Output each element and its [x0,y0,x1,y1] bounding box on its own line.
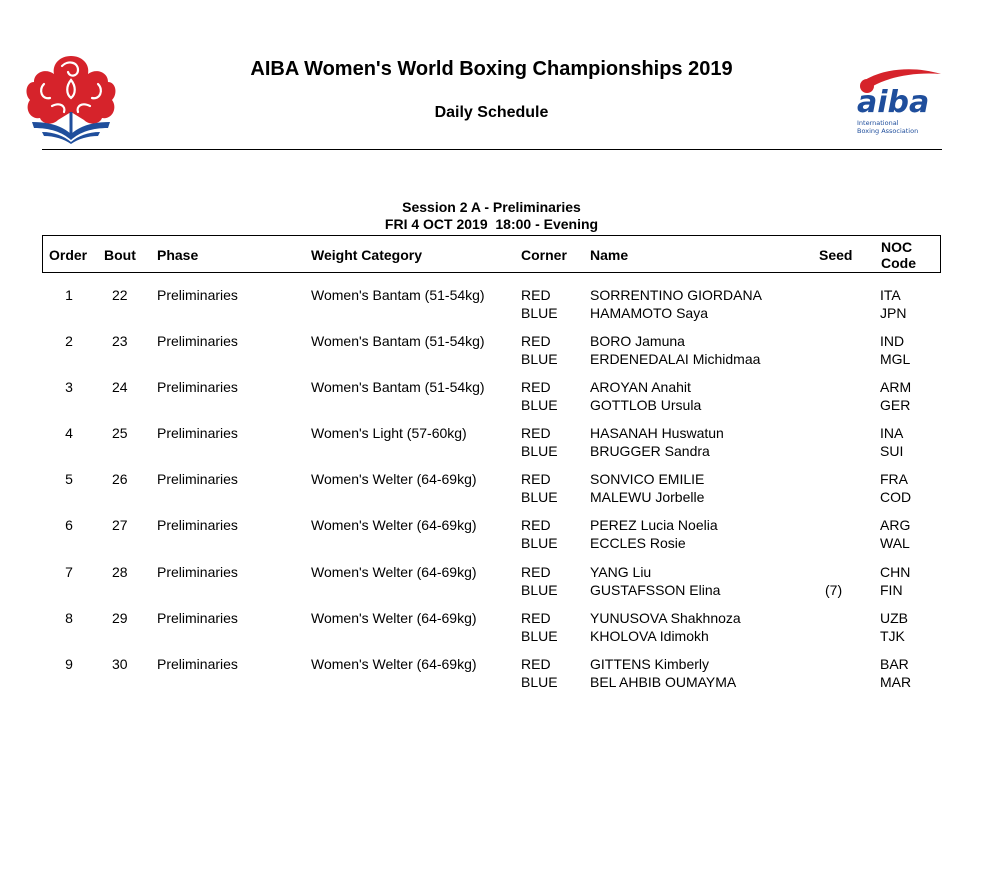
bout-order: 3 [65,379,73,395]
table-row [0,471,983,511]
table-row [0,287,983,327]
blue-noc-code: GER [880,397,911,413]
blue-corner: BLUE [521,674,558,690]
red-boxer-name: YUNUSOVA Shakhnoza [590,610,741,626]
red-boxer-name: SONVICO EMILIE [590,471,705,487]
blue-corner: BLUE [521,489,558,505]
table-header [42,235,941,273]
table-row [0,610,983,650]
blue-boxer-name: KHOLOVA Idimokh [590,628,709,644]
page-subtitle: Daily Schedule [434,104,549,121]
aiba-tagline-line1: International [857,119,899,127]
column-header-noc-line2: Code [881,255,916,271]
blue-corner: BLUE [521,582,558,598]
table-row [0,425,983,465]
bout-weight-category: Women's Light (57-60kg) [311,425,467,441]
red-corner: RED [521,656,551,672]
bout-number: 27 [112,517,128,533]
bout-number: 30 [112,656,128,672]
blue-noc-code: WAL [880,535,910,551]
bout-order: 1 [65,287,73,303]
blue-boxer-name: HAMAMOTO Saya [590,305,708,321]
aiba-tagline-line2: Boxing Association [857,127,919,135]
bout-phase: Preliminaries [157,517,238,533]
bout-phase: Preliminaries [157,610,238,626]
blue-corner: BLUE [521,397,558,413]
session-date: FRI 4 OCT 2019 18:00 - Evening [384,216,599,232]
blue-noc-code: MGL [880,351,911,367]
blue-noc-code: COD [880,489,912,505]
blue-corner: BLUE [521,443,558,459]
bout-number: 23 [112,333,128,349]
table-row [0,379,983,419]
bout-number: 26 [112,471,128,487]
bout-weight-category: Women's Bantam (51-54kg) [311,333,485,349]
blue-corner: BLUE [521,535,558,551]
column-header-corner: Corner [521,247,567,263]
bout-weight-category: Women's Welter (64-69kg) [311,564,477,580]
red-noc-code: ARM [880,379,912,395]
red-corner: RED [521,564,551,580]
blue-noc-code: MAR [880,674,912,690]
bout-order: 9 [65,656,73,672]
table-row [0,564,983,604]
blue-seed: (7) [825,582,843,598]
red-noc-code: CHN [880,564,911,580]
column-header-seed: Seed [819,247,853,263]
bout-phase: Preliminaries [157,471,238,487]
bout-phase: Preliminaries [157,656,238,672]
column-header-order: Order [49,247,88,263]
bout-order: 8 [65,610,73,626]
column-header-phase: Phase [157,247,199,263]
blue-noc-code: JPN [880,305,907,321]
table-row [0,517,983,557]
column-header-noc-line1: NOC [881,239,913,255]
blue-noc-code: FIN [880,582,903,598]
bout-order: 5 [65,471,73,487]
red-boxer-name: SORRENTINO GIORDANA [590,287,762,303]
column-header-bout: Bout [104,247,136,263]
red-noc-code: FRA [880,471,908,487]
bout-order: 6 [65,517,73,533]
column-header-name: Name [590,247,629,263]
red-boxer-name: YANG Liu [590,564,652,580]
red-corner: RED [521,333,551,349]
bout-weight-category: Women's Bantam (51-54kg) [311,379,485,395]
red-boxer-name: GITTENS Kimberly [590,656,710,672]
bout-weight-category: Women's Welter (64-69kg) [311,517,477,533]
red-corner: RED [521,517,551,533]
red-corner: RED [521,379,551,395]
bout-phase: Preliminaries [157,287,238,303]
red-noc-code: INA [880,425,904,441]
blue-boxer-name: GUSTAFSSON Elina [590,582,721,598]
red-noc-code: UZB [880,610,908,626]
aiba-wordmark: aiba [857,85,930,120]
red-corner: RED [521,425,551,441]
aiba-logo-icon [845,66,943,138]
page-title: AIBA Women's World Boxing Championships 2019 [250,58,733,80]
bout-phase: Preliminaries [157,379,238,395]
bout-weight-category: Women's Welter (64-69kg) [311,610,477,626]
bout-phase: Preliminaries [157,333,238,349]
red-corner: RED [521,610,551,626]
table-row [0,656,983,696]
bout-number: 25 [112,425,128,441]
blue-noc-code: TJK [880,628,905,644]
session-title: Session 2 A - Preliminaries [402,199,581,215]
red-noc-code: ITA [880,287,901,303]
red-boxer-name: HASANAH Huswatun [590,425,724,441]
red-corner: RED [521,287,551,303]
bout-order: 2 [65,333,73,349]
blue-noc-code: SUI [880,443,904,459]
bout-order: 7 [65,564,73,580]
bout-phase: Preliminaries [157,425,238,441]
red-corner: RED [521,471,551,487]
bout-number: 24 [112,379,128,395]
blue-boxer-name: BRUGGER Sandra [590,443,710,459]
column-header-noc-code [881,239,916,271]
blue-boxer-name: ECCLES Rosie [590,535,686,551]
red-boxer-name: AROYAN Anahit [590,379,691,395]
blue-boxer-name: GOTTLOB Ursula [590,397,702,413]
blue-boxer-name: BEL AHBIB OUMAYMA [590,674,737,690]
red-noc-code: IND [880,333,905,349]
bout-number: 22 [112,287,128,303]
blue-corner: BLUE [521,351,558,367]
bout-weight-category: Women's Bantam (51-54kg) [311,287,485,303]
blue-corner: BLUE [521,305,558,321]
red-noc-code: BAR [880,656,909,672]
red-boxer-name: BORO Jamuna [590,333,685,349]
bout-weight-category: Women's Welter (64-69kg) [311,471,477,487]
bout-number: 28 [112,564,128,580]
bout-phase: Preliminaries [157,564,238,580]
bout-number: 29 [112,610,128,626]
bout-order: 4 [65,425,73,441]
red-boxer-name: PEREZ Lucia Noelia [590,517,718,533]
bout-weight-category: Women's Welter (64-69kg) [311,656,477,672]
red-noc-code: ARG [880,517,911,533]
blue-corner: BLUE [521,628,558,644]
table-row [0,333,983,373]
header-divider [42,149,942,150]
blue-boxer-name: MALEWU Jorbelle [590,489,705,505]
column-header-weight-category: Weight Category [311,247,422,263]
blue-boxer-name: ERDENEDALAI Michidmaa [590,351,761,367]
